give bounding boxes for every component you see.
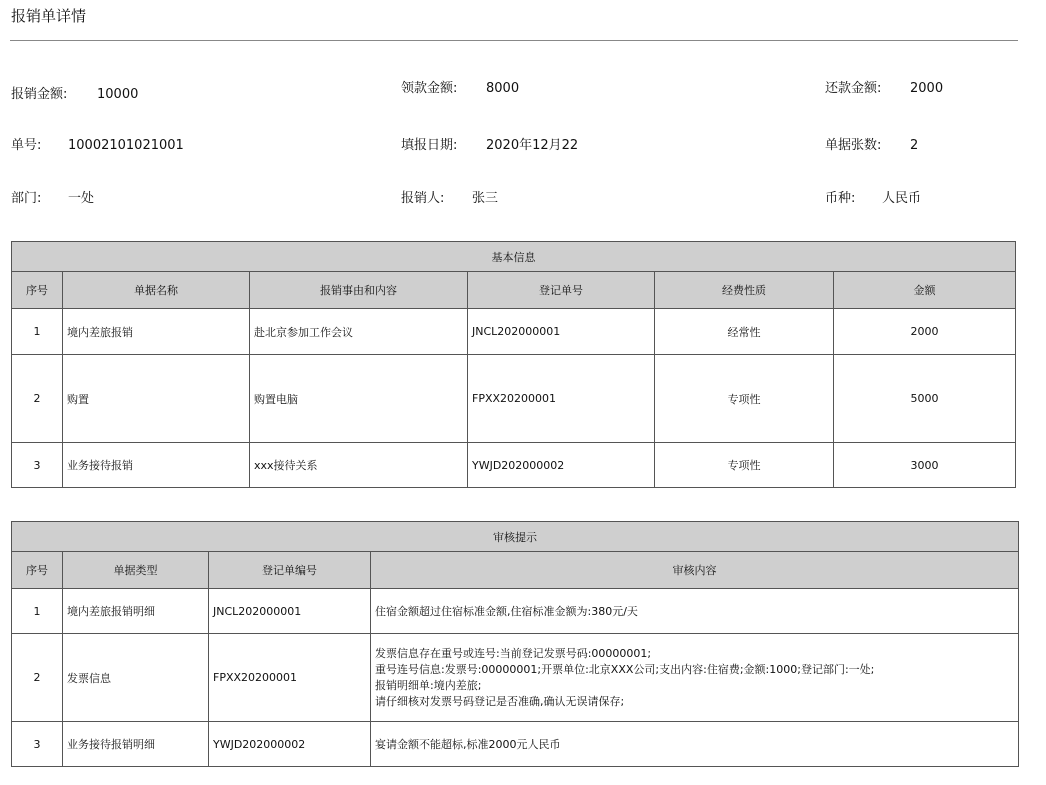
cell-no: 1	[12, 309, 63, 355]
audit-line: 宴请金额不能超标,标准2000元人民币	[375, 738, 561, 751]
column-header-reason: 报销事由和内容	[250, 272, 468, 309]
cell-reason: 购置电脑	[250, 355, 468, 443]
table-row	[12, 309, 1016, 355]
cell-doc-name: 购置	[63, 355, 250, 443]
cell-reg-no: FPXX20200001	[468, 355, 655, 443]
cell-amount: 2000	[834, 309, 1016, 355]
cell-doc-type: 业务接待报销明细	[63, 722, 209, 767]
cell-reg-no: YWJD202000002	[468, 443, 655, 488]
field-doc-no	[11, 137, 184, 155]
column-header-no: 序号	[12, 272, 63, 309]
title-divider	[10, 40, 1018, 41]
audit-line: 报销明细单:境内差旅;	[375, 678, 482, 692]
field-label: 单号:	[11, 138, 42, 153]
cell-no: 3	[12, 443, 63, 488]
table-row	[12, 589, 1019, 634]
audit-tips-table	[11, 521, 1019, 767]
column-header-audit-content: 审核内容	[371, 552, 1019, 589]
field-label: 还款金额:	[825, 81, 882, 96]
field-value: 2020年12月22	[486, 138, 579, 153]
field-received-amount	[401, 80, 520, 98]
field-reimburser	[401, 190, 499, 208]
page-title: 报销单详情	[11, 7, 87, 25]
column-header-no: 序号	[12, 552, 63, 589]
field-department	[11, 190, 95, 208]
field-value: 2	[910, 138, 919, 153]
field-label: 填报日期:	[401, 138, 458, 153]
cell-fund-type: 专项性	[655, 355, 834, 443]
cell-no: 1	[12, 589, 63, 634]
field-label: 单据张数:	[825, 138, 882, 153]
column-header-doc-type: 单据类型	[63, 552, 209, 589]
cell-reg-no: YWJD202000002	[209, 722, 371, 767]
column-header-doc-name: 单据名称	[63, 272, 250, 309]
column-header-reg-no: 登记单编号	[209, 552, 371, 589]
audit-line: 发票信息存在重号或连号:当前登记发票号码:00000001;	[375, 646, 652, 660]
cell-audit-content	[371, 722, 1019, 767]
column-header-reg-no: 登记单号	[468, 272, 655, 309]
field-value: 人民币	[882, 191, 922, 206]
table-row	[12, 634, 1019, 722]
cell-reg-no: FPXX20200001	[209, 634, 371, 722]
column-header-amount: 金额	[834, 272, 1016, 309]
field-reimburse-amount	[11, 86, 139, 104]
cell-reason: 赴北京参加工作会议	[250, 309, 468, 355]
field-value: 10002101021001	[68, 138, 184, 153]
field-value: 张三	[472, 191, 499, 206]
table-row	[12, 355, 1016, 443]
cell-audit-content	[371, 589, 1019, 634]
cell-audit-content	[371, 634, 1019, 722]
basic-info-table	[11, 241, 1016, 488]
field-label: 部门:	[11, 191, 42, 206]
field-value: 一处	[68, 191, 95, 206]
field-value: 2000	[910, 81, 944, 96]
cell-doc-type: 发票信息	[63, 634, 209, 722]
table-row	[12, 722, 1019, 767]
audit-line: 住宿金额超过住宿标准金额,住宿标准金额为:380元/天	[375, 605, 638, 618]
field-fill-date	[401, 137, 579, 155]
audit-tips-title: 审核提示	[12, 522, 1019, 552]
cell-amount: 3000	[834, 443, 1016, 488]
cell-no: 3	[12, 722, 63, 767]
field-value: 8000	[486, 81, 520, 96]
audit-line: 请仔细核对发票号码登记是否准确,确认无误请保存;	[375, 694, 625, 708]
cell-reg-no: JNCL202000001	[209, 589, 371, 634]
field-label: 领款金额:	[401, 81, 458, 96]
cell-fund-type: 专项性	[655, 443, 834, 488]
cell-no: 2	[12, 355, 63, 443]
cell-reason: xxx接待关系	[250, 443, 468, 488]
field-value: 10000	[97, 87, 139, 102]
field-label: 币种:	[825, 191, 856, 206]
field-label: 报销人:	[401, 191, 445, 206]
table-row	[12, 443, 1016, 488]
basic-info-title: 基本信息	[12, 242, 1016, 272]
field-currency	[825, 190, 922, 208]
cell-doc-type: 境内差旅报销明细	[63, 589, 209, 634]
cell-fund-type: 经常性	[655, 309, 834, 355]
field-label: 报销金额:	[11, 87, 68, 102]
column-header-fund-type: 经费性质	[655, 272, 834, 309]
field-doc-count	[825, 137, 919, 155]
field-repay-amount	[825, 80, 944, 98]
cell-doc-name: 境内差旅报销	[63, 309, 250, 355]
cell-reg-no: JNCL202000001	[468, 309, 655, 355]
audit-line: 重号连号信息:发票号:00000001;开票单位:北京XXX公司;支出内容:住宿费;金额:1000;登记部门:一处;	[375, 662, 875, 676]
cell-no: 2	[12, 634, 63, 722]
cell-amount: 5000	[834, 355, 1016, 443]
cell-doc-name: 业务接待报销	[63, 443, 250, 488]
